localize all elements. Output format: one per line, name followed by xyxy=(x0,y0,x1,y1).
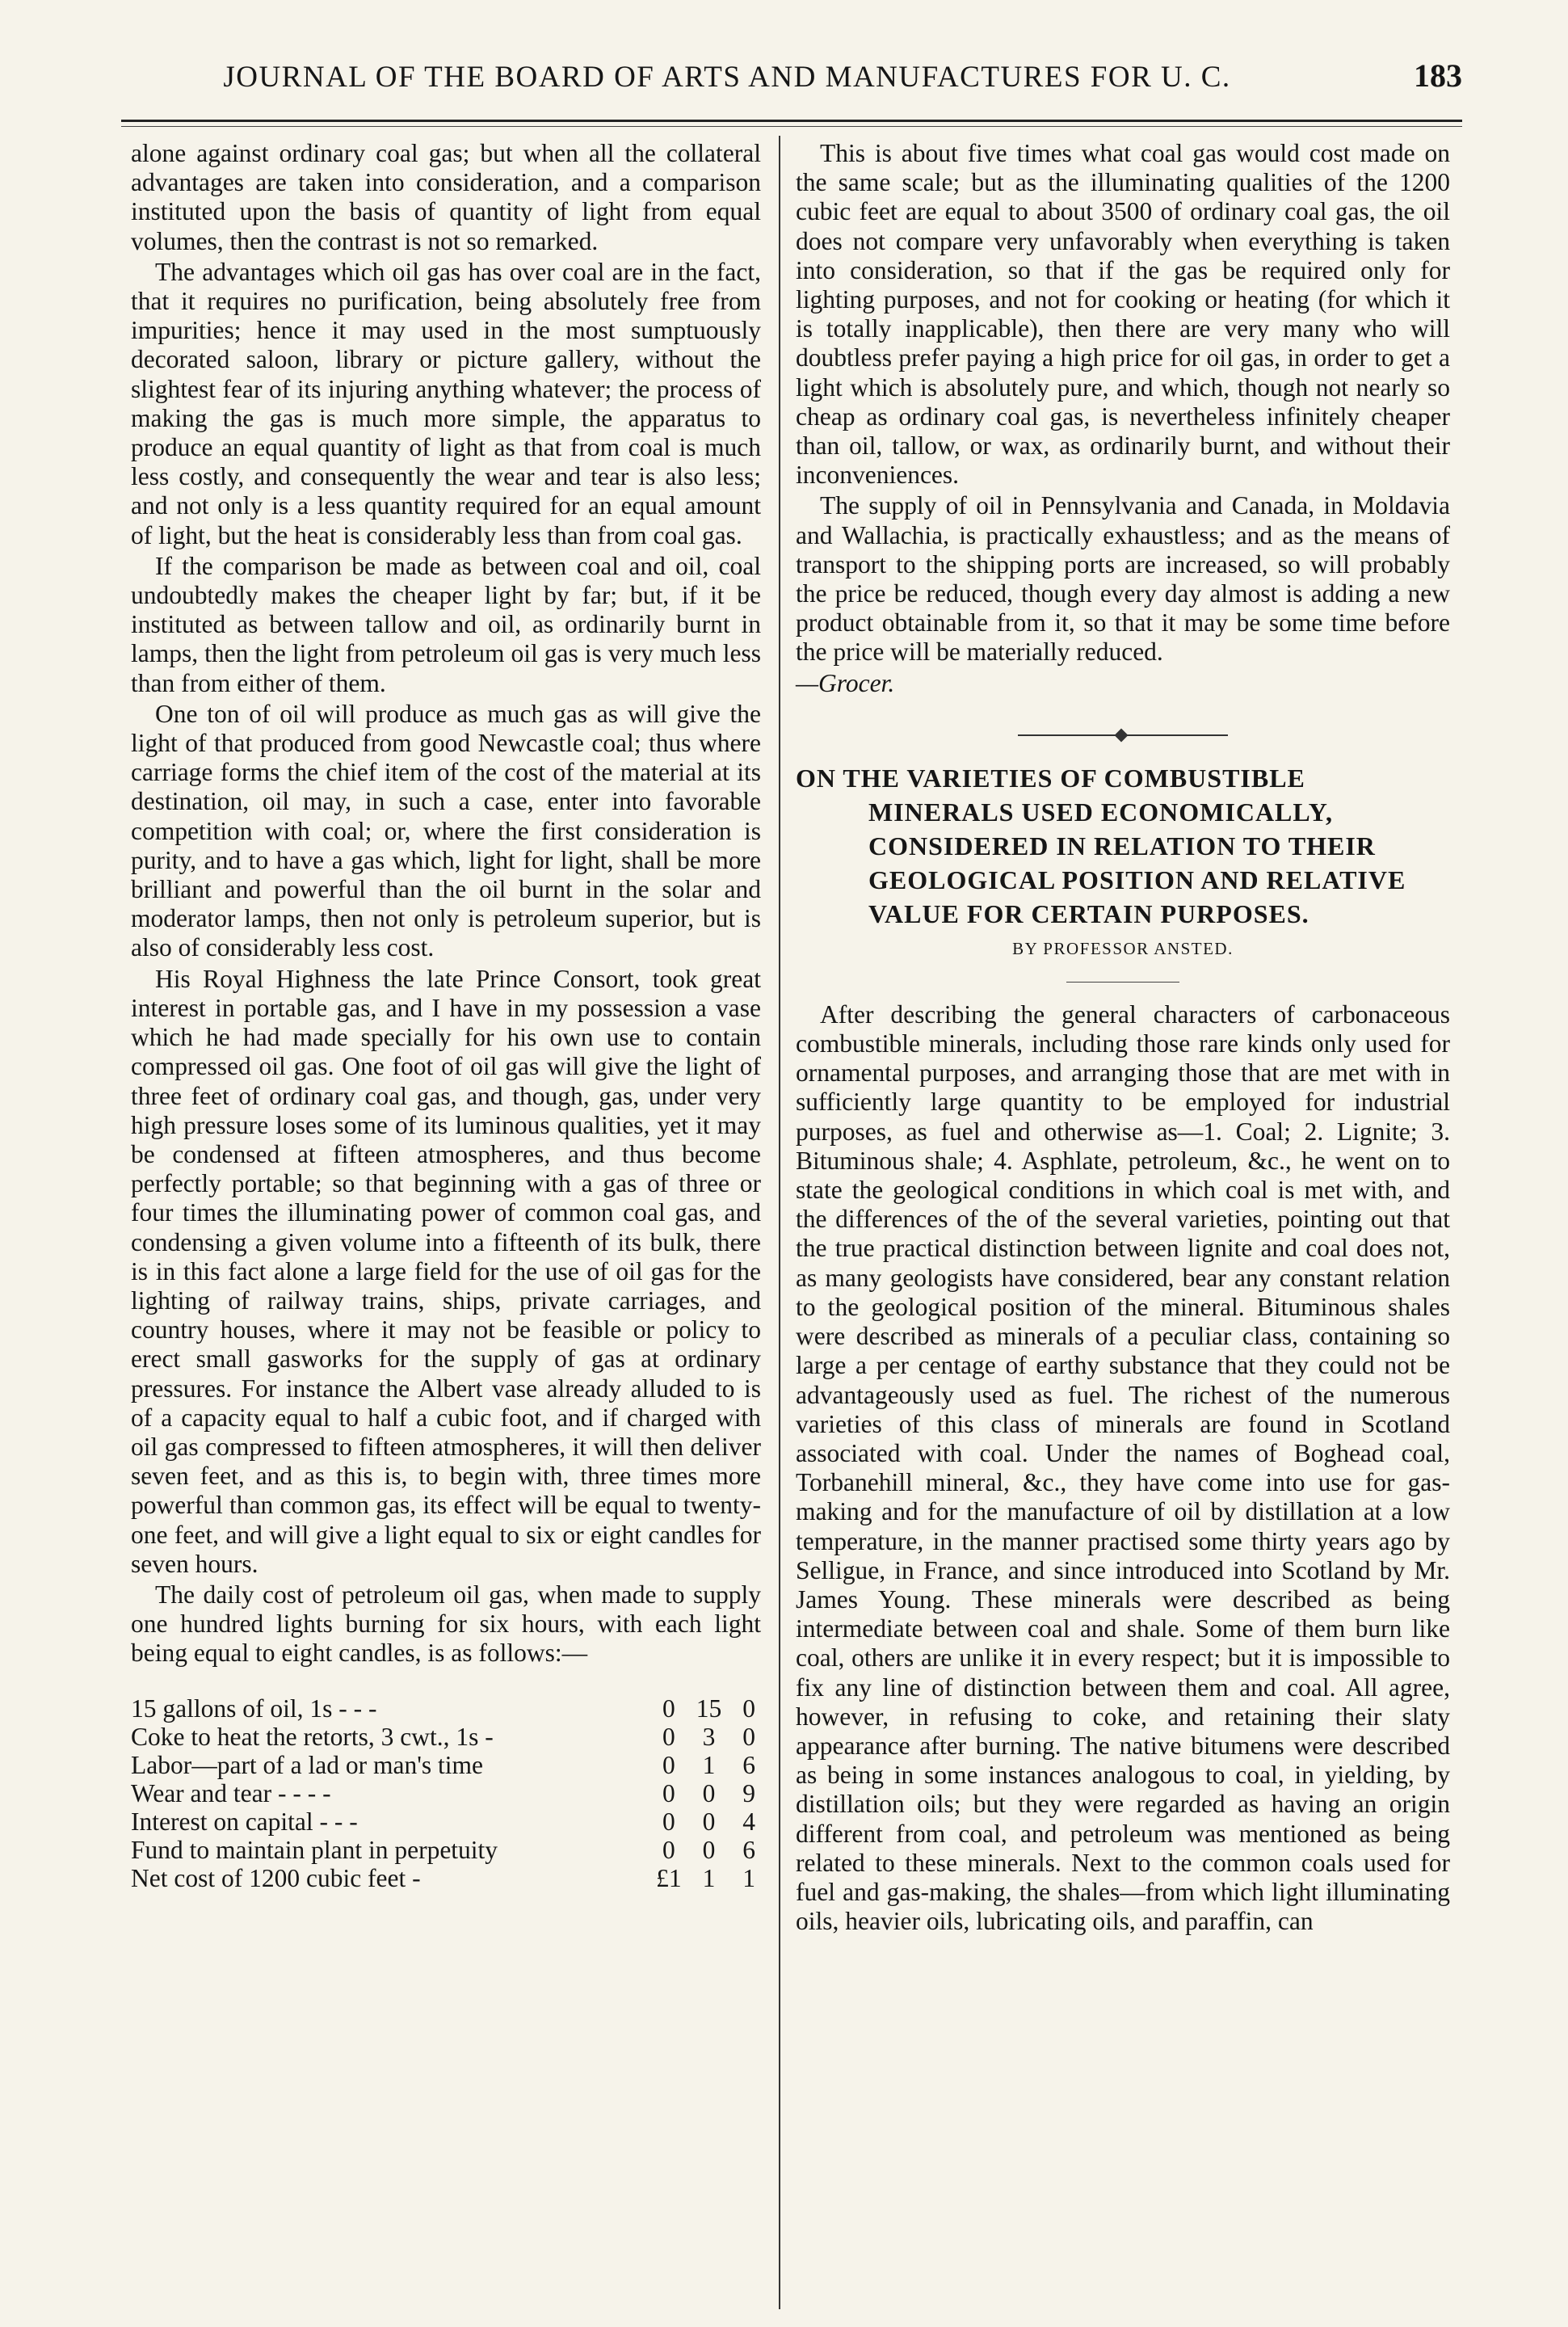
cost-pounds: 0 xyxy=(662,1778,675,1807)
paragraph: This is about five times what coal gas would cost made on the same scale; but as the illuminating qualities of the 1200 cubic feet are equal to about 3500 of ordinary coal gas, the oil does not compare very unfavorably when everything is taken into consideration, so that if the gas be required only for lighting purposes, and not for cooking or heating (for which it is totally inapplicable), then there are very many who will doubtless prefer paying a high price for oil gas, in order to get a light which is absolutely pure, and which, though not nearly so cheap as ordinary coal gas, is nevertheless infinitely cheaper than oil, tallow, or wax, as ordinarily burnt, and without their inconveniences. xyxy=(796,139,1450,490)
paragraph: If the comparison be made as between coal and oil, coal undoubtedly makes the cheaper light by far; but, if it be instituted as between tallow and oil, as ordinarily burnt in lamps, then the light from petroleum oil gas is very much less than from either of them. xyxy=(131,551,761,697)
cost-item: Labor—part of a lad or man's time xyxy=(131,1750,484,1779)
left-column xyxy=(131,139,761,1892)
total-row xyxy=(131,1864,769,1892)
page-number: 183 xyxy=(1414,57,1462,94)
paragraph: The supply of oil in Pennsylvania and Canada, in Moldavia and Wallachia, is practically exhaustless; and as the means of transport to the shipping ports are increased, so will probably the price be reduced, though every day almost is adding a new product obtainable from it, so that it may be some time before the price will be materially reduced. xyxy=(796,491,1450,667)
paragraph: One ton of oil will produce as much gas as will give the light of that produced from good Newcastle coal; thus where carriage forms the chief item of the cost of the material at its destination, oil may, in such a case, enter into favorable competition with coal; or, where the first consideration is purity, and to have a gas which, light for light, shall be more brilliant and powerful than the oil burnt in the solar and moderator lamps, then not only is petroleum superior, but is also of considerably less cost. xyxy=(131,699,761,962)
cost-pounds: 0 xyxy=(662,1835,675,1864)
cost-pence: 6 xyxy=(742,1835,756,1864)
header-rule-thin xyxy=(121,126,1462,127)
cost-pence: 9 xyxy=(742,1778,756,1807)
running-title: JOURNAL OF THE BOARD OF ARTS AND MANUFACTURES FOR U. C. xyxy=(223,61,1231,94)
cost-shillings: 1 xyxy=(702,1750,716,1779)
table-row xyxy=(131,1694,769,1723)
table-row xyxy=(131,1779,769,1807)
total-pence: 1 xyxy=(742,1863,756,1892)
column-divider xyxy=(779,136,780,2309)
cost-shillings: 0 xyxy=(702,1778,716,1807)
cost-shillings: 0 xyxy=(702,1807,716,1836)
cost-table xyxy=(131,1694,769,1892)
cost-pounds: 0 xyxy=(662,1694,675,1723)
cost-item: Interest on capital - - - xyxy=(131,1807,358,1836)
paragraph: The daily cost of petroleum oil gas, when made to supply one hundred lights burning for six hours, with each light being equal to eight candles, is as follows:— xyxy=(131,1580,761,1668)
paragraph: The advantages which oil gas has over coal are in the fact, that it requires no purification, being absolutely free from impurities; hence it may used in the most sumptuously decorated saloon, library or picture gallery, without the slightest fear of its injuring anything whatever; the process of making the gas is much more simple, the apparatus to produce an equal quantity of light as that from coal is much less costly, and consequently the wear and tear is also less; and not only is a less quantity required for an equal amount of light, but the heat is considerably less than from coal gas. xyxy=(131,257,761,549)
table-row xyxy=(131,1807,769,1836)
cost-pence: 0 xyxy=(742,1694,756,1723)
table-row xyxy=(131,1723,769,1751)
cost-item: Fund to maintain plant in perpetuity xyxy=(131,1835,498,1864)
running-header xyxy=(121,57,1462,121)
article-title: ON THE VARIETIES OF COMBUSTIBLE MINERALS USED ECONOMICALLY, CONSIDERED IN RELATION TO THEIR GEOLOGICAL POSITION AND RELATIVE VALUE FOR CERTAIN PURPOSES. xyxy=(796,763,1406,928)
paragraph: alone against ordinary coal gas; but when all the collateral advantages are taken into consideration, and a comparison instituted upon the basis of quantity of light from equal volumes, then the contrast is not so remarked. xyxy=(131,139,761,255)
cost-shillings: 3 xyxy=(702,1722,716,1751)
source-attribution: —Grocer. xyxy=(796,668,895,697)
cost-pence: 4 xyxy=(742,1807,756,1836)
cost-shillings: 15 xyxy=(696,1694,722,1723)
paragraph: After describing the general characters of carbonaceous combustible minerals, including those rare kinds only used for ornamental purposes, and arranging those that are met with in sufficiently large quantity to be employed for industrial purposes, as fuel and otherwise as—1. Coal; 2. Lignite; 3. Bituminous shale; 4. Asphlate, petroleum, &c., he went on to state the geological conditions in which coal is met with, and the differences of the of the several varieties, pointing out that the true practical distinction between lignite and coal does not, as many geologists have considered, bear any constant relation to the geological position of the mineral. Bituminous shales were described as minerals of a peculiar class, containing so large a per centage of earthy substance that they could not be advantageously used as fuel. The richest of the numerous varieties of this class of minerals are found in Scotland associated with coal. Under the names of Boghead coal, Torbanehill mineral, &c., they have come into use for gas-making and for the manufacture of oil by distillation at a low temperature, in the manner practised some thirty years ago by Selligue, in France, and since introduced into Scotland by Mr. James Young. These minerals were described as being intermediate between coal and shale. Some of them burn like coal, others are unlike it in every respect; but it is impossible to fix any line of distinction between them and coal. All agree, however, in refusing to coke, and retaining their slaty appearance after burning. The native bitumens were described as being in some instances analogous to coal, in yielding, by distillation oils; but they were regarded as having an origin different from coal, and petroleum was mentioned as being related to these minerals. Next to the common coals used for fuel and gas-making, the shales—from which light illuminating oils, heavier oils, lubricating oils, and paraffin, can xyxy=(796,999,1450,1936)
cost-pounds: 0 xyxy=(662,1750,675,1779)
table-row xyxy=(131,1836,769,1864)
cost-pounds: 0 xyxy=(662,1807,675,1836)
table-row xyxy=(131,1751,769,1779)
cost-pence: 6 xyxy=(742,1750,756,1779)
total-shillings: 1 xyxy=(702,1863,716,1892)
byline: BY PROFESSOR ANSTED. xyxy=(1012,938,1234,958)
byline-rule xyxy=(1066,982,1179,983)
total-pounds: £1 xyxy=(656,1863,682,1892)
paragraph: His Royal Highness the late Prince Consort, took great interest in portable gas, and I have in my possession a vase which he had made specially for his own use to contain compressed oil gas. One foot of oil gas will give the light of three feet of ordinary coal gas, and though, gas, under very high pressure loses some of its luminous qualities, yet it may be condensed at fifteen atmospheres, and thus become perfectly portable; so that beginning with a gas of three or four times the illuminating power of common coal gas, and condensing a given volume into a fifteenth of its bulk, there is in this fact alone a large field for the use of oil gas for the lighting of railway trains, ships, private carriages, and country houses, where it may not be feasible or policy to erect small gasworks for the supply of gas at ordinary pressures. For instance the Albert vase already alluded to is of a capacity equal to half a cubic foot, and if charged with oil gas compressed to fifteen atmospheres, it will then deliver seven feet, and as this is, to begin with, three times more powerful than common gas, its effect will be equal to twenty-one feet, and will give a light equal to six or eight candles for seven hours. xyxy=(131,964,761,1578)
right-column xyxy=(796,139,1450,1938)
cost-item: 15 gallons of oil, 1s - - - xyxy=(131,1694,377,1723)
cost-item: Coke to heat the retorts, 3 cwt., 1s - xyxy=(131,1722,494,1751)
header-rule xyxy=(121,120,1462,122)
section-divider xyxy=(796,726,1450,740)
cost-shillings: 0 xyxy=(702,1835,716,1864)
cost-item: Wear and tear - - - - xyxy=(131,1778,331,1807)
cost-pounds: 0 xyxy=(662,1722,675,1751)
cost-pence: 0 xyxy=(742,1722,756,1751)
total-label: Net cost of 1200 cubic feet - xyxy=(131,1863,421,1892)
